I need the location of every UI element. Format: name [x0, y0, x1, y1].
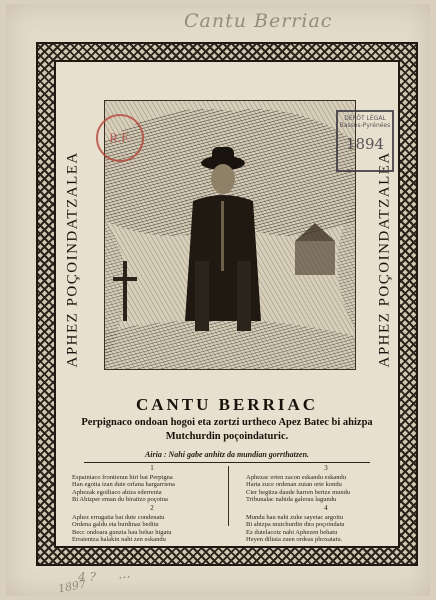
document-page	[6, 4, 430, 596]
stanza-number: 4	[324, 503, 328, 512]
depot-legal-stamp	[336, 110, 394, 172]
song-subtitle	[70, 416, 384, 444]
ornamental-border	[36, 42, 418, 566]
column-divider	[228, 466, 229, 526]
handwritten-note: 1897	[57, 577, 87, 596]
verse-line: Han egoiia izan dute orfana hargarriena	[72, 481, 175, 489]
tune-line: Airia : Nahi gabe anhitz da mundian gorrthatzen.	[144, 450, 310, 459]
verse-line: Bi Ahizper eman du biraitzo poçoina	[72, 496, 168, 504]
stanza-number: 3	[324, 464, 328, 472]
verse-line: Aphezak egoiliaco ahiza ederrenia	[72, 488, 162, 496]
verse-column-left	[72, 464, 232, 544]
verse-column-right	[246, 464, 406, 544]
song-title: CANTU BERRIAC	[135, 395, 319, 414]
divider-rule	[84, 462, 370, 463]
verse-line: Ez dutelacotz nahi Aphezen behatu	[246, 528, 338, 536]
handwritten-note: 4 ?	[78, 570, 96, 584]
verse-line: Cier begitza daude harren bertze mundu	[246, 488, 351, 496]
verse-line: Heyen diltaia zuen ordeas phoxatatu.	[246, 536, 343, 544]
side-title-left: APHEZ POÇOINDATZALEA	[64, 151, 81, 368]
verse-line: Becc ondoara gunzia hau behar higatu	[72, 528, 172, 536]
verse-line: Espainiaco frontieran hiri bat Perpigna	[72, 473, 173, 481]
depot-number: 1894	[345, 135, 385, 153]
verse-line: Harta zuce ordenan zutan orte kondu	[246, 481, 342, 489]
verse-line: Tribunalac nahida galerau lagundu	[246, 496, 337, 504]
side-title-right: APHEZ POÇOINDATZALEA	[376, 151, 393, 368]
verse-line: Ordena galdu eta burdinaz beditu	[72, 521, 159, 529]
subtitle-line-1: Perpignaco ondoan hogoi eta zortzi urtheco Apez Batec bi ahizpa	[81, 417, 373, 428]
depot-sub: Basses-Pyrénées	[339, 122, 391, 129]
verse-line: Bi ahizpa mutchurdin dira poçoindatu	[246, 521, 345, 529]
verse-line: Erraientza halakin nahi zen eskandu	[72, 536, 166, 544]
rf-stamp: R.F.	[96, 114, 144, 162]
handwritten-note: ...	[117, 566, 132, 583]
verse-line: Aphez errugatia bat dute condenatu	[72, 513, 165, 521]
handwritten-title: Cantu Berriac	[184, 10, 333, 32]
subtitle-line-2: Mutchurdin poçoindaturic.	[165, 431, 289, 442]
verse-line: Mundu hau nahi zuke sayetac argoitu	[246, 513, 344, 521]
inner-panel	[54, 60, 400, 548]
verse-line: Aphezac erten zacon eskandu eskandu	[246, 473, 346, 481]
stanza-number: 1	[150, 464, 154, 472]
stanza-number: 2	[150, 503, 154, 512]
depot-header: DÉPÔT LÉGAL	[344, 115, 386, 122]
